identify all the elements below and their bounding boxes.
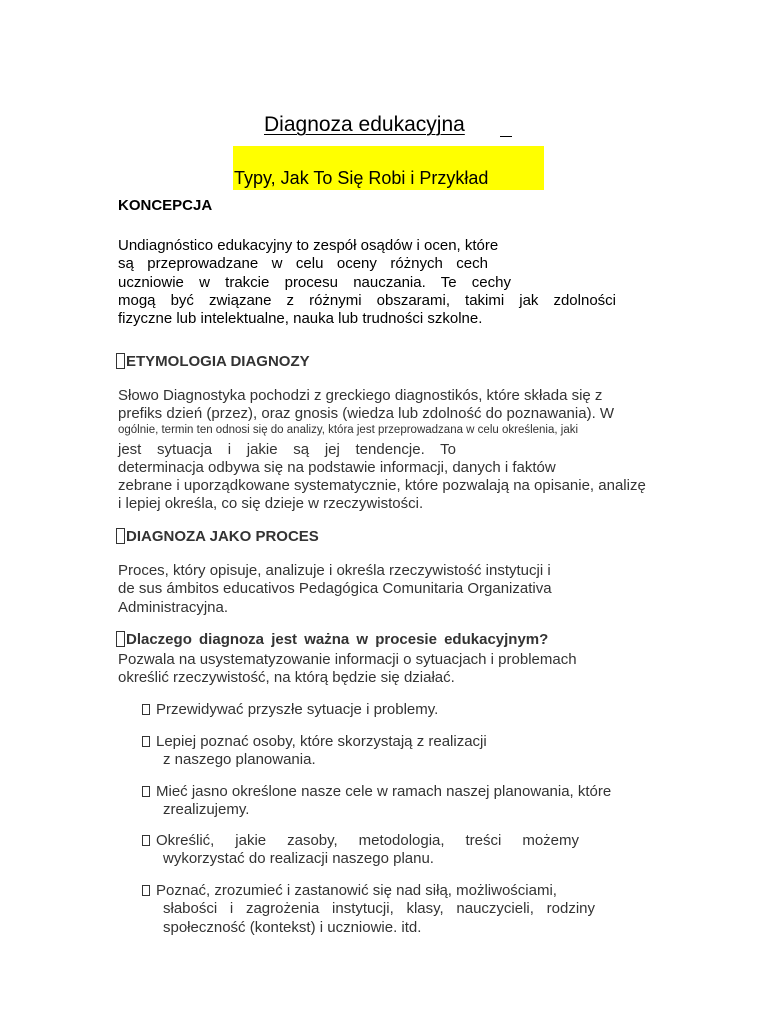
bullet-text: Mieć jasno określone nasze cele w ramach naszej planowania, które bbox=[156, 783, 612, 800]
bullet-box-icon bbox=[116, 353, 125, 369]
process-paragraph bbox=[118, 562, 552, 617]
etymology-line: Słowo Diagnostyka pochodzi z greckiego diagnostikós, które składa się z bbox=[118, 387, 603, 404]
why-line: określić rzeczywistość, na którą będzie się działać. bbox=[118, 669, 455, 687]
etymology-line: determinacja odbywa się na podstawie informacji, danych i faktów bbox=[118, 458, 556, 476]
bullet-box-icon bbox=[142, 885, 150, 896]
process-line: de sus ámbitos educativos Pedagógica Comunitaria Organizativa bbox=[118, 580, 552, 598]
bullet-text: Poznać, zrozumieć i zastanowić się nad siłą, możliwościami, bbox=[156, 882, 557, 899]
list-item bbox=[142, 832, 579, 869]
why-heading: Dlaczego diagnoza jest ważna w procesie edukacyjnym? bbox=[126, 631, 549, 648]
why-line: Pozwala na usystematyzowanie informacji o sytuacjach i problemach bbox=[118, 651, 577, 668]
list-item bbox=[142, 783, 611, 820]
list-item bbox=[142, 733, 487, 770]
process-heading-row bbox=[116, 528, 319, 545]
list-item bbox=[142, 882, 595, 937]
concept-line: mogą być związane z różnymi obszarami, takimi jak zdolności bbox=[118, 291, 616, 309]
list-item bbox=[142, 701, 438, 719]
document-subtitle: Typy, Jak To Się Robi i Przykład bbox=[234, 168, 489, 188]
concept-line: są przeprowadzane w celu oceny różnych cech bbox=[118, 255, 488, 273]
bullet-text: społeczność (kontekst) i uczniowie. itd. bbox=[163, 918, 422, 936]
process-heading: DIAGNOZA JAKO PROCES bbox=[126, 528, 319, 545]
etymology-heading: ETYMOLOGIA DIAGNOZY bbox=[126, 353, 310, 370]
concept-line: uczniowie w trakcie procesu nauczania. Te cechy bbox=[118, 273, 511, 291]
title-underline-tail bbox=[500, 136, 512, 137]
bullet-text: Określić, jakie zasoby, metodologia, treści możemy bbox=[156, 832, 579, 849]
bullet-text: zrealizujemy. bbox=[163, 801, 250, 819]
why-heading-row bbox=[116, 631, 586, 648]
bullet-box-icon bbox=[142, 786, 150, 797]
bullet-box-icon bbox=[142, 736, 150, 747]
etymology-line: jest sytuacja i jakie są jej tendencje. To bbox=[118, 440, 456, 458]
process-line: Administracyjna. bbox=[118, 598, 229, 616]
concept-line: Undiagnóstico edukacyjny to zespół osądów i ocen, które bbox=[118, 237, 499, 254]
document-title: Diagnoza edukacyjna bbox=[264, 113, 465, 136]
bullet-text: wykorzystać do realizacji naszego planu. bbox=[163, 850, 434, 868]
process-line: Proces, który opisuje, analizuje i określa rzeczywistość instytucji i bbox=[118, 562, 551, 579]
bullet-box-icon bbox=[142, 704, 150, 715]
bullet-box-icon bbox=[142, 835, 150, 846]
etymology-paragraph bbox=[118, 387, 646, 514]
bullet-text: Przewidywać przyszłe sytuacje i problemy. bbox=[156, 701, 439, 718]
etymology-line: zebrane i uporządkowane systematycznie, które pozwalają na opisanie, analizę bbox=[118, 477, 646, 495]
concept-heading: KONCEPCJA bbox=[118, 197, 213, 214]
etymology-line: ogólnie, termin ten odnosi się do analizy, która jest przeprowadzana w celu określenia, jaki bbox=[118, 423, 579, 436]
etymology-heading-row bbox=[116, 353, 310, 370]
concept-paragraph bbox=[118, 237, 616, 328]
why-paragraph bbox=[118, 651, 577, 688]
concept-line: fizyczne lub intelektualne, nauka lub trudności szkolne. bbox=[118, 310, 483, 328]
bullet-text: Lepiej poznać osoby, które skorzystają z realizacji bbox=[156, 733, 487, 750]
etymology-line: i lepiej określa, co się dzieje w rzeczywistości. bbox=[118, 495, 424, 513]
etymology-line: prefiks dzień (przez), oraz gnosis (wiedza lub zdolność do poznawania). W bbox=[118, 405, 615, 423]
bullet-text: słabości i zagrożenia instytucji, klasy, nauczycieli, rodziny bbox=[163, 900, 595, 918]
bullet-text: z naszego planowania. bbox=[163, 751, 316, 769]
bullet-box-icon bbox=[116, 528, 125, 544]
bullet-box-icon bbox=[116, 631, 125, 647]
